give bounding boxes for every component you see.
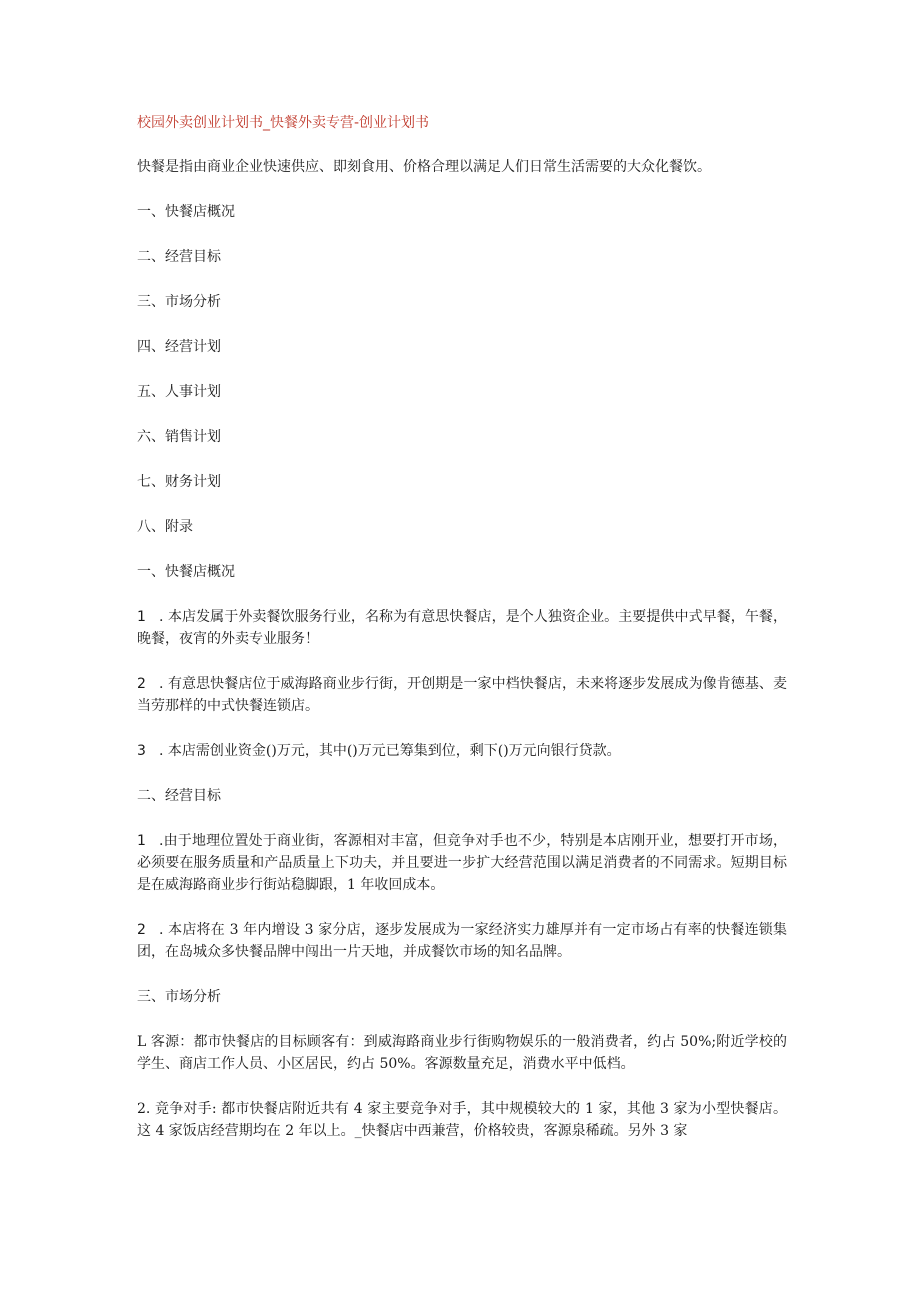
toc-item: 三、市场分析 — [137, 294, 221, 310]
overview-item-1 — [137, 606, 787, 650]
document-title: 校园外卖创业计划书_快餐外卖专营-创业计划书 — [137, 115, 430, 131]
intro-paragraph: 快餐是指由商业企业快速供应、即刻食用、价格合理以满足人们日常生活需要的大众化餐饮。 — [137, 159, 711, 175]
item-number: 1 — [137, 609, 146, 625]
section-heading-goals: 二、经营目标 — [137, 788, 221, 804]
overview-item-3 — [137, 740, 787, 762]
item-text: .由于地理位置处于商业街，客源相对丰富，但竞争对手也不少，特别是本店刚开业，想要打开市场，必须要在服务质量和产品质量上下功夫，并且要进一步扩大经营范围以满足消费者的不同需求。短期目标是在威海路商业步行街站稳脚跟，1 年收回成本。 — [137, 833, 787, 893]
table-of-contents — [137, 201, 787, 538]
document-page — [137, 112, 787, 1165]
item-text: . 有意思快餐店位于威海路商业步行街，开创期是一家中档快餐店，未来将逐步发展成为像肯德基、麦当劳那样的中式快餐连锁店。 — [137, 676, 787, 714]
market-item-2: 2. 竞争对手: 都市快餐店附近共有 4 家主要竞争对手，其中规模较大的 1 家，其他 3 家为小型快餐店。这 4 家饭店经营期均在 2 年以上。_快餐店中西兼营，价格较贵，客源泉稀疏。另外 3 家 — [137, 1101, 787, 1139]
item-text: . 本店发属于外卖餐饮服务行业，名称为有意思快餐店，是个人独资企业。主要提供中式早餐，午餐，晚餐，夜宵的外卖专业服务！ — [137, 609, 787, 647]
toc-item: 四、经营计划 — [137, 339, 221, 355]
section-heading-overview: 一、快餐店概况 — [137, 564, 235, 580]
item-text: . 本店将在 3 年内增设 3 家分店，逐步发展成为一家经济实力雄厚并有一定市场占有率的快餐连锁集团，在岛城众多快餐品牌中闯出一片天地，并成餐饮市场的知名品牌。 — [137, 922, 787, 960]
toc-item: 五、人事计划 — [137, 384, 221, 400]
goals-item-1 — [137, 830, 787, 896]
market-item-1: L 客源：都市快餐店的目标顾客有：到威海路商业步行街购物娱乐的一般消费者，约占 50%;附近学校的学生、商店工作人员、小区居民，约占 50%。客源数量充足，消费水平中低档。 — [137, 1034, 787, 1072]
item-number: 1 — [137, 833, 146, 849]
toc-item: 七、财务计划 — [137, 474, 221, 490]
toc-item: 六、销售计划 — [137, 429, 221, 445]
item-number: 3 — [137, 743, 146, 759]
item-text: . 本店需创业资金()万元，其中()万元已筹集到位，剩下()万元向银行贷款。 — [159, 743, 621, 759]
toc-item: 二、经营目标 — [137, 249, 221, 265]
item-number: 2 — [137, 676, 146, 692]
section-heading-market: 三、市场分析 — [137, 989, 221, 1005]
toc-item: 八、附录 — [137, 519, 193, 535]
item-number: 2 — [137, 922, 146, 938]
goals-item-2 — [137, 919, 787, 963]
overview-item-2 — [137, 673, 787, 717]
toc-item: 一、快餐店概况 — [137, 204, 235, 220]
